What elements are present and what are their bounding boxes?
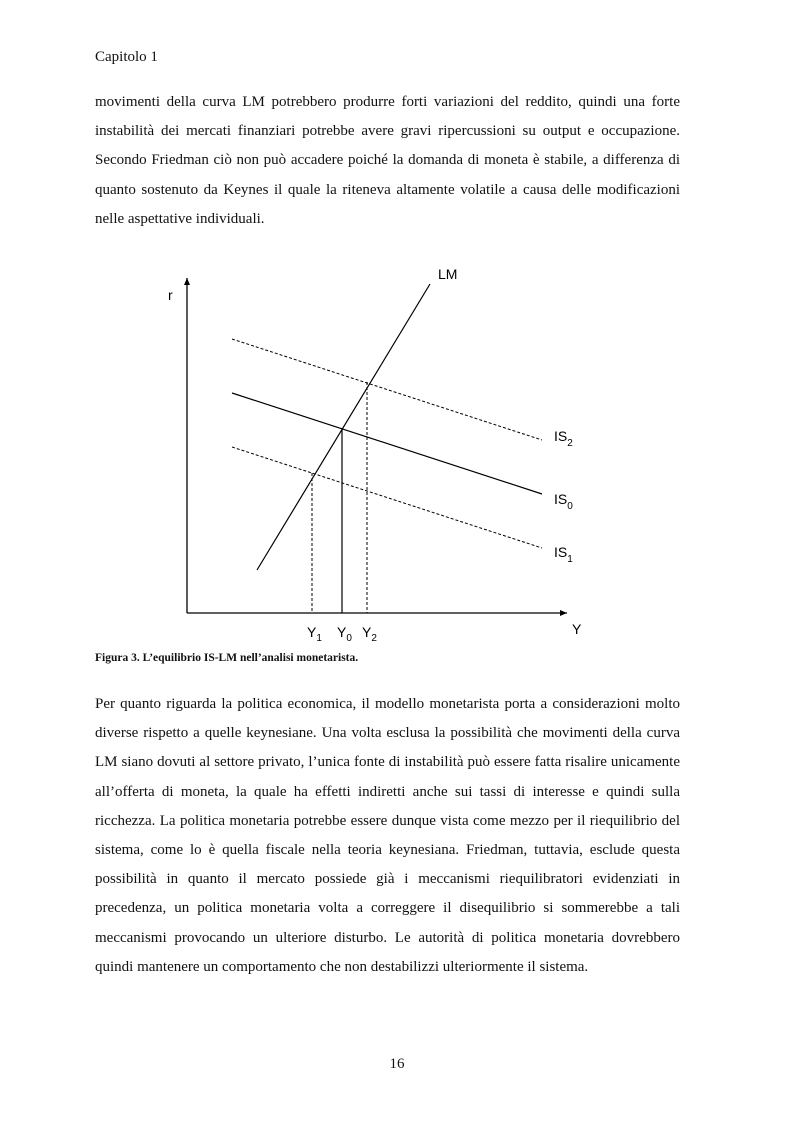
y1-label: $Y_1$	[307, 624, 322, 644]
running-header: Capitolo 1	[95, 49, 158, 65]
lm-label: LM	[438, 266, 458, 282]
is2-label: $IS_2$	[554, 428, 573, 449]
x-axis-label: Y	[572, 621, 582, 637]
is0-label: $IS_0$	[554, 491, 573, 512]
y2-label: $Y_2$	[362, 624, 377, 644]
y-axis-label: r	[168, 287, 173, 303]
lm-curve	[257, 284, 430, 570]
body-paragraph-2: Per quanto riguarda la politica economica, il modello monetarista porta a considerazioni molto diverse rispetto a quelle keynesiane. Una volta esclusa la possibilità che movimenti della curva LM siano dovuti al settore privato, l’unica fonte di instabilità può essere fatta risalire unicamente all’offerta di moneta, la quale ha effetti indiretti anche sui tassi di interesse e quindi sulla ricchezza. La politica monetaria potrebbe essere dunque vista come mezzo per il riequilibrio del sistema, come lo è quella fiscale nella teoria keynesiana. Friedman, tuttavia, esclude questa possibilità in quanto il mercato possiede già i meccanismi riequilibratori evidenziati in precedenza, un politica monetaria volta a correggere il disequilibrio si sommerebbe a tali meccanismi provocando un ulteriore disturbo. Le autorità di politica monetaria dovrebbero quindi mantenere un comportamento che non destabilizzi ulteriormente il sistema.	[95, 696, 680, 975]
y0-label: $Y_0$	[337, 624, 352, 644]
is0-curve	[232, 393, 542, 494]
is1-label: $IS_1$	[554, 544, 573, 565]
page-number: 16	[389, 1056, 405, 1072]
figure-caption: Figura 3. L’equilibrio IS-LM nell’analisi monetarista.	[95, 652, 359, 664]
body-paragraph-1: movimenti della curva LM potrebbero produrre forti variazioni del reddito, quindi una forte instabilità dei mercati finanziari potrebbe avere gravi ripercussioni su output e occupazione. Secondo Friedman ciò non può accadere poiché la domanda di moneta è stabile, a differenza di quanto sostenuto da Keynes il quale la riteneva altamente volatile a causa delle modificazioni nelle aspettative individuali.	[95, 94, 680, 227]
is1-curve	[232, 447, 542, 548]
